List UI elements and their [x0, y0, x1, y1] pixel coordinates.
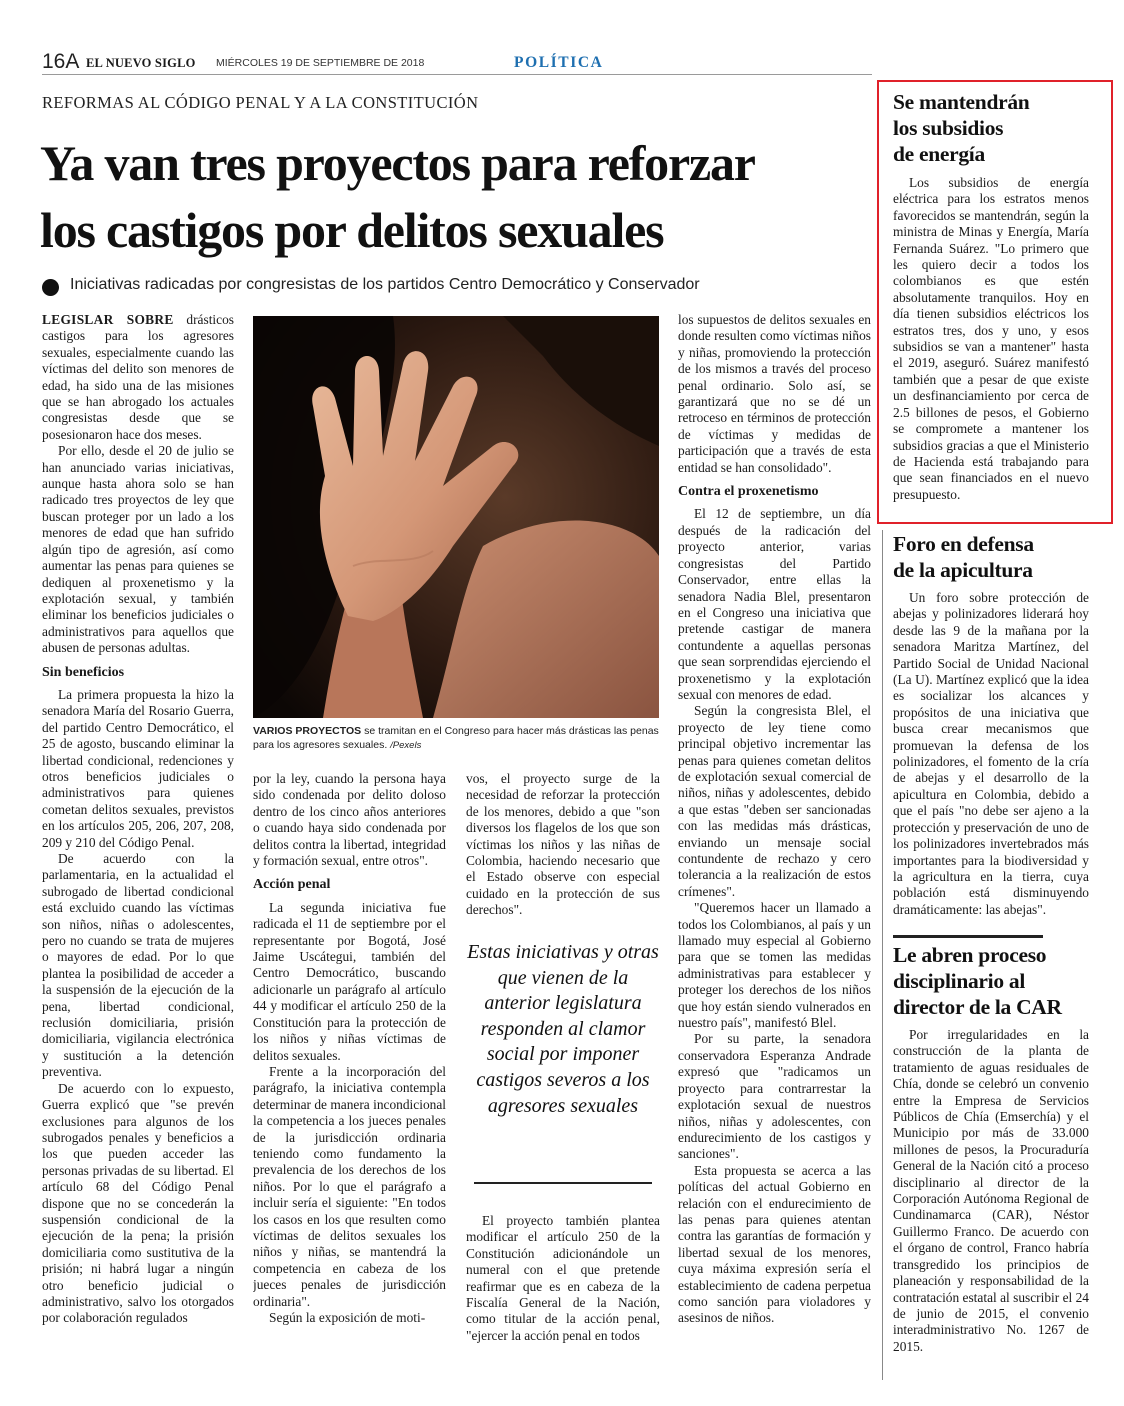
deck: Iniciativas radicadas por congresistas de los partidos Centro Democrático y Conservador	[70, 276, 700, 293]
article-photo	[253, 316, 659, 718]
sidebar-story-2-title: Foro en defensa de la apicultura	[893, 532, 1034, 582]
article-column-3b	[466, 1213, 660, 1387]
sidebar-story-3-title: Le abren proceso disciplinario al director de la CAR	[893, 943, 1062, 1019]
headline-line-2: los castigos por delitos sexuales	[40, 202, 664, 258]
article-paragraph: Según la exposición de moti-	[269, 1310, 426, 1325]
photo-credit: /Pexels	[390, 740, 422, 751]
article-paragraph: De acuerdo con lo expuesto, Guerra explicó que "se prevén exclusiones para algunos de los subrogados penales y beneficios a los que pueden acceder las personas privadas de su libertad. El artículo 68 del Código Penal dispone que no se concederán la suspensión condicional de la ejecución de la pena; la prisión domiciliaria como sustitutiva de la prisión; ni habrá lugar a ningún otro beneficio judicial o administrativo, salvo los otorgados por colaboración regulados	[42, 1080, 234, 1326]
section-label: POLÍTICA	[514, 54, 604, 71]
kicker: REFORMAS AL CÓDIGO PENAL Y A LA CONSTITUCIÓN	[42, 93, 479, 112]
sidebar-story-3-body: Por irregularidades en la construcción de la planta de tratamiento de aguas residuales de Chía, donde se celebró un convenio entre la Empresa de Servicios Públicos de Chía (Emserchía) y el Municipio por más de 33.000 millones de pesos, la Procuraduría General de la Nación citó a proceso disciplinario al director de la Corporación Autónoma Regional de Cundinamarca (CAR), Néstor Guillermo Franco. De acuerdo con el órgano de control, Franco habría transgredido los principios de planeación y responsabilidad de la contratación estatal al suscribir el 24 de junio de 2015, el convenio interadministrativo No. 1267 de 2015.	[893, 1027, 1089, 1354]
issue-date: MIÉRCOLES 19 DE SEPTIEMBRE DE 2018	[216, 57, 425, 69]
article-paragraph: Según la congresista Blel, el proyecto de ley tiene como principal objetivo incrementar las penas para quienes cometan delitos de explotación sexual comercial de niños, niñas y adolescentes, debido a que estas "deben ser sancionadas con las medidas más drásticas, enviando un mensaje social contundente de rechazo y cero tolerancia a la realización de estos crímenes".	[678, 703, 871, 899]
article-paragraph: El 12 de septiembre, un día después de la radicación del proyecto anterior, varias congresistas del Partido Conservador, entre ellas la senadora Nadia Blel, presentaron en el Congreso una iniciativa que pretende castigar de manera contundente a aquellas personas que sean sorprendidas ejerciendo el proxenetismo y la explotación sexual con menores de edad.	[678, 506, 871, 702]
article-paragraph: drásticos castigos para los agresores sexuales, especialmente cuando las víctimas del delito son menores de edad, ha sido una de las misiones que se han abrogado los actuales congresistas desde que se posesionaron hace dos meses.	[42, 312, 234, 442]
article-paragraph: Frente a la incorporación del parágrafo, la iniciativa contempla determinar de manera incondicional la competencia a los jueces penales de la jurisdicción ordinaria teniendo como fundamento la prevalencia de los derechos de los niños. Por lo que el parágrafo a incluir sería el siguiente: "En todos los casos en los que resulten como víctimas de delitos sexuales los niños y niñas, se mantendrá la competencia en cabeza de los jueces penales de jurisdicción ordinaria".	[253, 1063, 446, 1309]
subheading-sin-beneficios: Sin beneficios	[42, 664, 125, 680]
article-paragraph: Por ello, desde el 20 de julio se han anunciado varias iniciativas, aunque hasta ahora solo se han radicado tres proyectos de ley que buscan proteger por un lado a los menores de edad que han sufrido algún tipo de agresión, así como aumentar las penas para quienes se dediquen al proxenetismo y la explotación sexual, y también eliminar los beneficios judiciales o administrativos para aquellos que abusen de personas adultas.	[42, 443, 234, 656]
article-paragraph: "Queremos hacer un llamado a todos los Colombianos, al país y un llamado muy especial al Gobierno para que se tomen las medidas administrativas para establecer y proteger los derechos de los niños que hoy están siendo vulnerados en nuestro país", manifestó Blel.	[678, 900, 871, 1031]
article-paragraph: El proyecto también plantea modificar el artículo 250 de la Constitución adicionándole un numeral con el que pretende reafirmar que es en cabeza de la Fiscalía General de la Nación, como titular de la acción penal, "ejercer la acción penal en todos	[466, 1213, 660, 1343]
article-paragraph: vos, el proyecto surge de la necesidad de reforzar la protección de los menores, debido a que "son diversos los flagelos de los que son víctimas los niños y las niñas de Colombia, haciendo necesario que el Estado observe con especial cuidado en la protección de sus derechos".	[466, 771, 660, 918]
article-column-2	[253, 771, 446, 1387]
article-column-3	[466, 771, 660, 921]
newspaper-name: EL NUEVO SIGLO	[86, 56, 196, 70]
sidebar-rule	[893, 935, 1043, 938]
article-paragraph: los supuestos de delitos sexuales en donde resulten como víctimas niños y niñas, promoviendo la protección de los mismos a través del proceso penal ordinario. Solo así, se garantizará que no se dé un retroceso en términos de protección de víctimas y medidas de participación que a través de esta entidad se han consolidado".	[678, 312, 871, 475]
pull-quote: Estas iniciativas y otras que vienen de la anterior legislatura responden al clamor social por imponer castigos severos a los agresores sexuales	[467, 941, 659, 1117]
article-paragraph: Por su parte, la senadora conservadora Esperanza Andrade expresó que "radicamos un proyecto para contrarrestar la explotación sexual de nuestros niños, niñas y adolescentes, con endurecimiento de los castigos y sanciones".	[678, 1031, 871, 1162]
sidebar-divider	[882, 530, 883, 1380]
photo-caption-text: se tramitan en el Congreso para hacer más drásticas las penas para los agresores sexuales.	[253, 725, 659, 751]
page-number: 16A	[42, 50, 80, 73]
article-column-4	[678, 312, 871, 1387]
article-paragraph: Esta propuesta se acerca a las políticas del actual Gobierno en relación con el endurecimiento de las penas para quienes atentan contra las garantías de formación y libertad sexual de los menores, cuya máxima expresión sería el establecimiento de cadena perpetua como sanción para violadores y asesinos de niños.	[678, 1162, 871, 1326]
article-paragraph: La segunda iniciativa fue radicada el 11 de septiembre por el representante por Bogotá, José Jaime Uscátegui, también del Centro Democrático, buscando adicionarle un parágrafo al artículo 44 y modificar el artículo 250 de la Constitución para la protección de los niños y niñas víctimas de delitos sexuales.	[253, 899, 446, 1063]
lede: LEGISLAR SOBRE	[42, 312, 174, 327]
article-column-1	[42, 312, 234, 1387]
article-paragraph: De acuerdo con la parlamentaria, en la actualidad el subrogado de libertad condicional está excluido cuando las víctimas son niños, niñas o adolescentes, pero no cuando se trata de mujeres o mayores de edad. Por lo que plantea la posibilidad de acceder a la suspensión de la ejecución de la pena, libertad condicional, reclusión domiciliaria, prisión domiciliaria, vigilancia electrónica y sustitución a la detención preventiva.	[42, 851, 234, 1080]
headline-line-1: Ya van tres proyectos para reforzar	[40, 135, 755, 191]
raised-hand-image	[253, 316, 659, 718]
subheading-accion-penal: Acción penal	[253, 877, 331, 893]
photo-caption-label: VARIOS PROYECTOS	[253, 725, 362, 737]
header-rule	[42, 74, 872, 75]
sidebar-story-2-body: Un foro sobre protección de abejas y polinizadores liderará hoy desde las 9 de la mañana por la senadora Maritza Martínez, del Partido Social de Unidad Nacional (La U). Martínez explicó que la idea es socializar los alcances y propósitos de una iniciativa que busca crear mecanismos que promuevan la defensa de los polinizadores, el fomento de la cría de abejas y el desarrollo de la apicultura en Colombia, debido a que el país "no debe ser ajeno a la protección y preservación de uno de los polinizadores invertebrados más importantes para la biodiversidad y la agricultura en la tierra, cuya población está disminuyendo dramáticamente: las abejas".	[893, 590, 1089, 917]
deck-bullet	[42, 279, 59, 296]
article-paragraph: La primera propuesta la hizo la senadora María del Rosario Guerra, del partido Centro Democrático, el 25 de agosto, buscando eliminar la libertad condicional, redenciones y otros beneficios judiciales o administrativos para quienes cometan delitos sexuales, previstos en los artículos 205, 206, 207, 208, 209 y 210 del Código Penal.	[42, 686, 234, 850]
subheading-contra-proxenetismo: Contra el proxenetismo	[678, 484, 819, 500]
article-paragraph: por la ley, cuando la persona haya sido condenada por delito doloso dentro de los cinco años anteriores o cuando haya sido condenada por delitos contra la libertad, integridad y formación sexual, entre otros".	[253, 771, 446, 869]
photo-caption	[253, 724, 659, 753]
sidebar-story-1-body: Los subsidios de energía eléctrica para los estratos menos favorecidos se mantendrán, según la ministra de Minas y Energía, María Fernanda Suárez. "Lo primero que les quiero decir a todos los colombianos es que estén absolutamente tranquilos. Hoy en día tienen subsidios eléctricos los estratos tres, dos y uno, y esos subsidios se van a mantener" hasta el 2019, aseguró. Suárez manifestó también que a pesar de que existe un desfinanciamiento por cerca de 2.5 billones de pesos, el Gobierno se compromete a mantener los subsidios gracias a que el Ministerio de Hacienda está trabajando para que sean financiados en el nuevo presupuesto.	[893, 175, 1089, 502]
headline	[40, 130, 870, 264]
pull-quote-rule	[474, 1182, 652, 1184]
sidebar-story-1-title: Se mantendrán los subsidios de energía	[893, 90, 1030, 166]
